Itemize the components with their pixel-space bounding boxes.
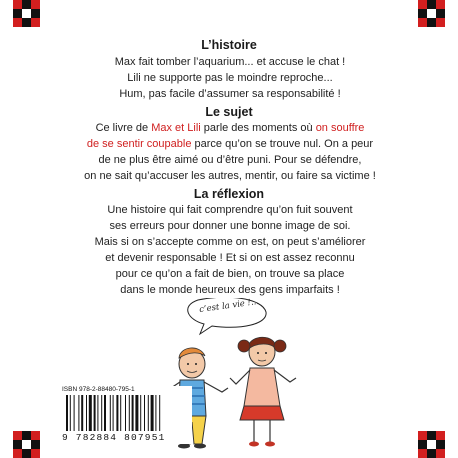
text-line — [80, 282, 380, 298]
text-run: parce qu’on se trouve nul. On a peur — [191, 138, 374, 150]
barcode-icon — [66, 395, 186, 431]
text-line — [80, 234, 380, 250]
text-run: Mais si on s’accepte comme on est, on peut s’améliorer — [94, 236, 366, 248]
text-run: Une histoire qui fait comprendre qu’on fuit souvent — [107, 204, 353, 216]
text-line — [80, 86, 380, 102]
text-run: on ne sait qu’accuser les autres, mentir, ou faire sa victime ! — [84, 170, 376, 182]
highlighted-text: de se sentir coupable — [86, 138, 192, 150]
text-line — [80, 168, 380, 184]
barcode-block — [60, 386, 192, 444]
section-text-sujet — [80, 120, 380, 184]
text-line — [80, 152, 380, 168]
section-title-reflexion: La réflexion — [193, 187, 265, 201]
text-run: Ce livre de — [95, 122, 152, 134]
text-run: ses erreurs pour donner une bonne image de soi. — [109, 220, 351, 232]
text-line — [80, 250, 380, 266]
barcode-number: 9 782884 807951 — [62, 432, 166, 443]
highlighted-text: on souffre — [315, 122, 365, 134]
text-line — [80, 266, 380, 282]
text-line — [80, 54, 380, 70]
text-line — [80, 70, 380, 86]
text-line — [80, 136, 380, 152]
checkered-corner-bottom-right — [418, 431, 445, 458]
text-run: de ne plus être aimé ou d’être puni. Pour se défendre, — [98, 154, 362, 166]
highlighted-text: Max et Lili — [151, 122, 201, 134]
text-run: parle des moments où — [200, 122, 316, 134]
text-run: dans le monde heureux des gens imparfaits ! — [120, 284, 340, 296]
lili-figure — [230, 337, 296, 446]
checkered-corner-top-left — [13, 0, 40, 27]
text-line — [80, 120, 380, 136]
speech-bubble-text: c’est la vie !... — [198, 296, 260, 316]
section-text-reflexion — [80, 202, 380, 298]
text-run: Hum, pas facile d’assumer sa responsabilité ! — [119, 88, 341, 100]
isbn-label: ISBN 978-2-88480-795-1 — [62, 386, 135, 393]
checkered-corner-bottom-left — [13, 431, 40, 458]
text-run: Max fait tomber l’aquarium... et accuse le chat ! — [114, 56, 346, 68]
section-title-histoire: L’histoire — [201, 38, 257, 52]
text-line — [80, 218, 380, 234]
text-line — [80, 202, 380, 218]
checkered-corner-top-right — [418, 0, 445, 27]
section-text-histoire — [80, 54, 380, 102]
text-run: pour ce qu’on a fait de bien, on trouve sa place — [115, 268, 345, 280]
text-run: Lili ne supporte pas le moindre reproche... — [127, 72, 333, 84]
section-title-sujet: Le sujet — [205, 105, 253, 119]
text-run: et devenir responsable ! Et si on est assez reconnu — [105, 252, 355, 264]
